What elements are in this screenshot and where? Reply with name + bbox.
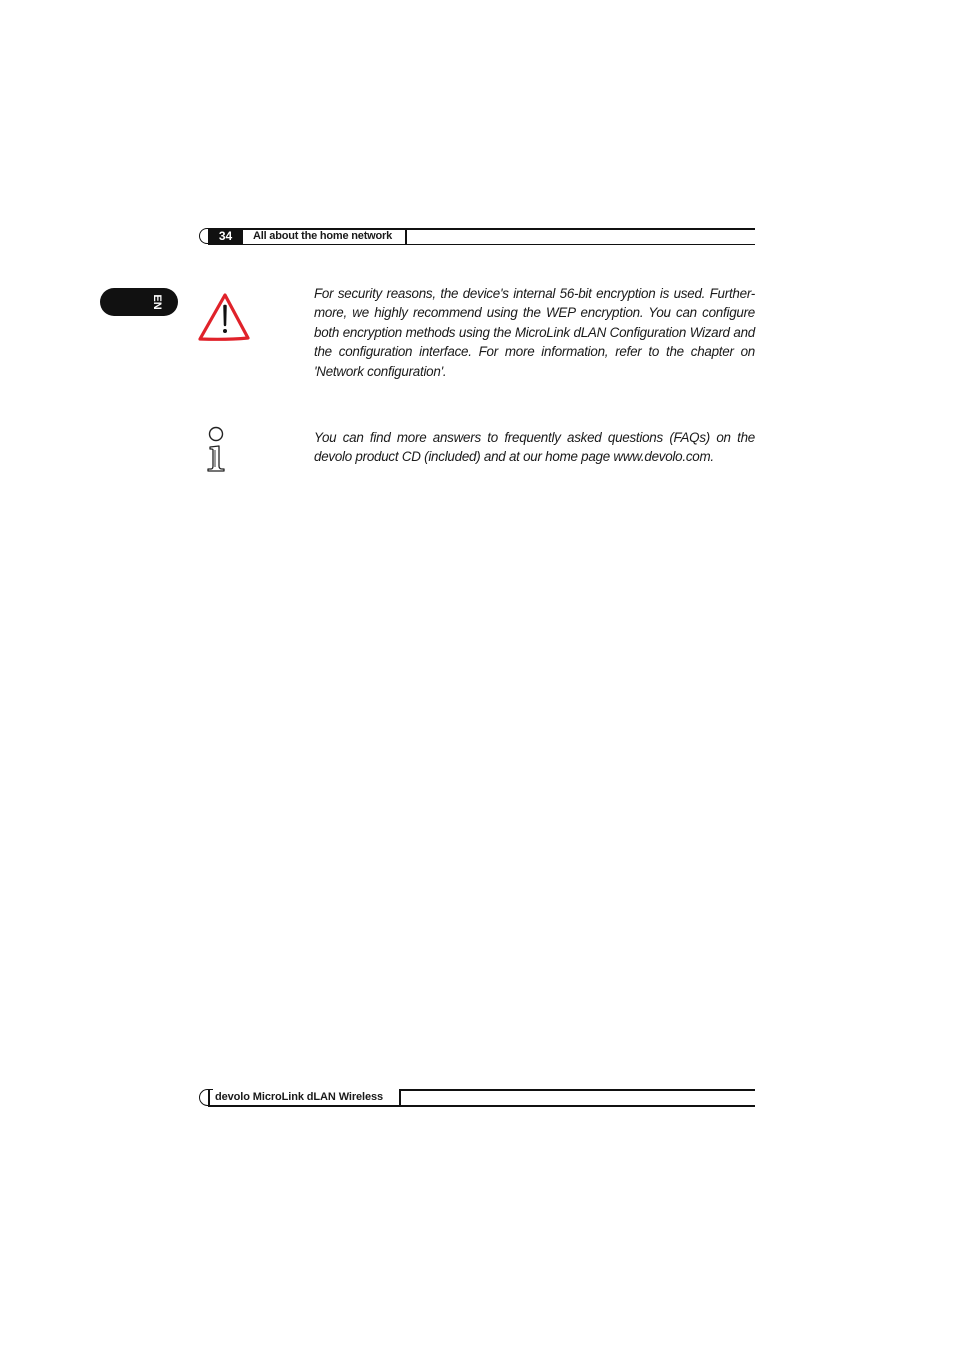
footer-cap: [199, 1089, 213, 1106]
language-label: EN: [151, 294, 163, 310]
footer-divider: [399, 1089, 401, 1106]
section-title: All about the home network: [253, 230, 393, 242]
header-divider: [405, 228, 407, 244]
warning-note-text: For security reasons, the device's internal 56-bit encryption is used. Further-more, we highly recommend using the WEP encryption. You can configure both encryption methods using the MicroLink dLAN Configuration Wizard and the configuration interface. For more information, refer to the chapter on 'Network configuration'.: [314, 286, 755, 379]
page-header: [199, 228, 755, 246]
info-note-text: You can find more answers to frequently asked questions (FAQs) on the devolo product CD (included) and at our home page www.devolo.com.: [314, 430, 755, 465]
warning-triangle-icon: [197, 292, 251, 342]
page-number: 34: [208, 228, 243, 244]
page-footer: [199, 1089, 755, 1109]
info-icon: [204, 426, 228, 472]
product-name: devolo MicroLink dLAN Wireless: [215, 1091, 384, 1103]
language-tab: [100, 288, 178, 316]
footer-rule-top: [399, 1089, 755, 1091]
footer-left-line: [208, 1089, 210, 1106]
